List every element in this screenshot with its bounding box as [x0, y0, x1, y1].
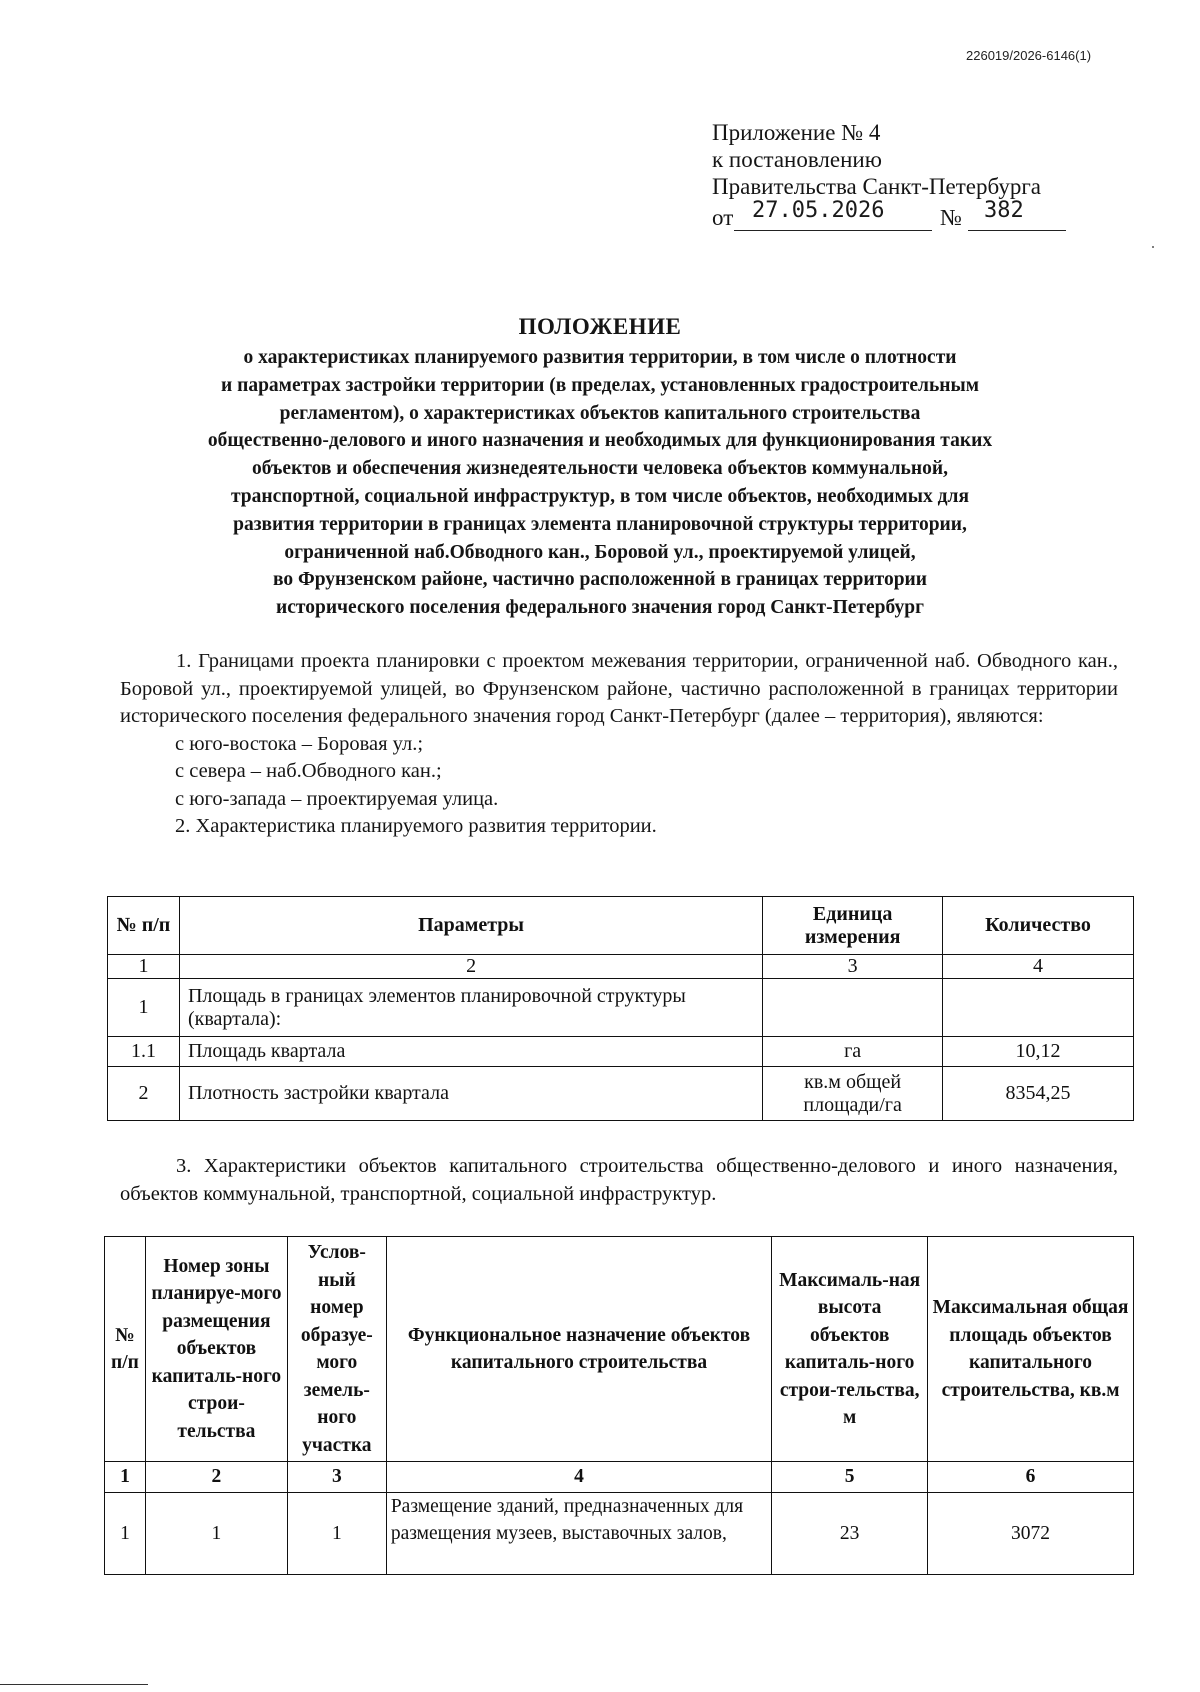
column-header: № п/п — [105, 1237, 146, 1462]
boundary-item: с севера – наб.Обводного кан.; — [175, 760, 442, 782]
document-title: ПОЛОЖЕНИЕ — [518, 314, 682, 339]
column-header: Функциональное назначение объектов капитального строительства — [386, 1237, 771, 1462]
table-header-row — [105, 1237, 1134, 1462]
section-3-text: 3. Характеристики объектов капитального строительства общественно-делового и иного назначения, объектов коммунальной, транспортной, социальной инфраструктур. — [120, 1155, 1118, 1205]
document-subtitle — [100, 344, 1100, 622]
appendix-title: Приложение № 4 — [712, 120, 881, 145]
subtitle-line: объектов и обеспечения жизнедеятельности человека объектов коммунальной, — [252, 458, 948, 480]
column-header: Максималь-ная высота объектов капиталь-ного строи-тельства, м — [772, 1237, 928, 1462]
table-index-row — [105, 1462, 1134, 1493]
table-index-row — [108, 955, 1134, 979]
table-header-row — [108, 897, 1134, 955]
table-cell: 23 — [772, 1493, 928, 1575]
table-cell: Размещение зданий, предназначенных для размещения музеев, выставочных залов, — [386, 1493, 771, 1575]
subtitle-line: исторического поселения федерального значения город Санкт-Петербург — [276, 597, 924, 619]
table-cell: 2 — [108, 1067, 180, 1121]
column-header: Количество — [943, 897, 1134, 955]
column-header: Максимальная общая площадь объектов капитального строительства, кв.м — [928, 1237, 1134, 1462]
territory-parameters-table — [107, 896, 1134, 1121]
table-row — [108, 979, 1134, 1037]
subtitle-line: и параметрах застройки территории (в пределах, установленных градостроительным — [220, 374, 980, 396]
index-cell: 3 — [287, 1462, 386, 1493]
number-label: № — [940, 205, 962, 230]
document-title-block — [100, 314, 1100, 622]
ot-label: от — [712, 205, 734, 230]
table-cell: 1 — [287, 1493, 386, 1575]
appendix-block — [712, 119, 1041, 230]
table-row — [108, 1037, 1134, 1067]
index-cell: 5 — [772, 1462, 928, 1493]
subtitle-line: во Фрунзенском районе, частично расположенной в границах территории — [272, 569, 928, 591]
index-cell: 2 — [145, 1462, 287, 1493]
table-row — [108, 1067, 1134, 1121]
section-2-heading: 2. Характеристика планируемого развития территории. — [175, 815, 657, 837]
column-header: № п/п — [108, 897, 180, 955]
index-cell: 2 — [179, 955, 762, 979]
table-row — [105, 1493, 1134, 1575]
column-header: Параметры — [179, 897, 762, 955]
date-underline — [734, 230, 932, 231]
subtitle-line: транспортной, социальной инфраструктур, в том числе объектов, необходимых для — [230, 485, 970, 507]
column-header: Услов-ный номер образуе-мого земель-ного участка — [287, 1237, 386, 1462]
table-cell — [943, 979, 1134, 1037]
appendix-line-2: к постановлению — [712, 147, 882, 172]
index-cell: 6 — [928, 1462, 1134, 1493]
index-cell: 3 — [763, 955, 943, 979]
table-cell: га — [763, 1037, 943, 1067]
section-1-text: 1. Границами проекта планировки с проектом межевания территории, ограниченной наб. Обводного кан., Боровой ул., проектируемой улицей, во Фрунзенском районе, частично расположенной в границах территории исторического поселения федерального значения город Санкт-Петербург (далее – территория), являются: — [120, 650, 1118, 727]
decree-date: 27.05.2026 — [752, 198, 885, 223]
number-underline — [968, 230, 1066, 231]
table-cell: 1 — [108, 979, 180, 1037]
table-cell: Площадь квартала — [179, 1037, 762, 1067]
appendix-date-row — [712, 200, 1041, 230]
scan-edge-line — [0, 1684, 148, 1685]
boundary-item: с юго-запада – проектируемая улица. — [175, 787, 499, 810]
decree-number: 382 — [984, 198, 1024, 223]
document-number: 226019/2026-6146(1) — [966, 48, 1092, 63]
table-cell: кв.м общей площади/га — [763, 1067, 943, 1121]
index-cell: 4 — [386, 1462, 771, 1493]
subtitle-line: развития территории в границах элемента планировочной структуры территории, — [233, 513, 967, 535]
table-cell: 3072 — [928, 1493, 1134, 1575]
boundary-item: с юго-востока – Боровая ул.; — [175, 732, 424, 755]
capital-construction-table — [104, 1236, 1134, 1575]
column-header: Номер зоны планируе-мого размещения объектов капиталь-ного строи-тельства — [145, 1237, 287, 1462]
table-cell: 10,12 — [943, 1037, 1134, 1067]
appendix-line-3: Правительства Санкт-Петербурга — [712, 174, 1041, 199]
table-cell: Плотность застройки квартала — [179, 1067, 762, 1121]
index-cell: 1 — [108, 955, 180, 979]
table-cell: 8354,25 — [943, 1067, 1134, 1121]
scan-speck — [1152, 246, 1154, 248]
table-cell — [763, 979, 943, 1037]
subtitle-line: о характеристиках планируемого развития территории, в том числе о плотности — [243, 347, 957, 368]
subtitle-line: общественно-делового и иного назначения и необходимых для функционирования таких — [207, 430, 993, 452]
subtitle-line: регламентом), о характеристиках объектов капитального строительства — [279, 402, 921, 424]
index-cell: 1 — [105, 1462, 146, 1493]
table-cell: 1 — [145, 1493, 287, 1575]
table-cell: Площадь в границах элементов планировочной структуры (квартала): — [179, 979, 762, 1037]
table-cell: 1 — [105, 1493, 146, 1575]
section-1 — [120, 648, 1118, 841]
subtitle-line: ограниченной наб.Обводного кан., Боровой ул., проектируемой улицей, — [284, 541, 916, 563]
table-cell: 1.1 — [108, 1037, 180, 1067]
column-header: Единица измерения — [763, 897, 943, 955]
index-cell: 4 — [943, 955, 1134, 979]
